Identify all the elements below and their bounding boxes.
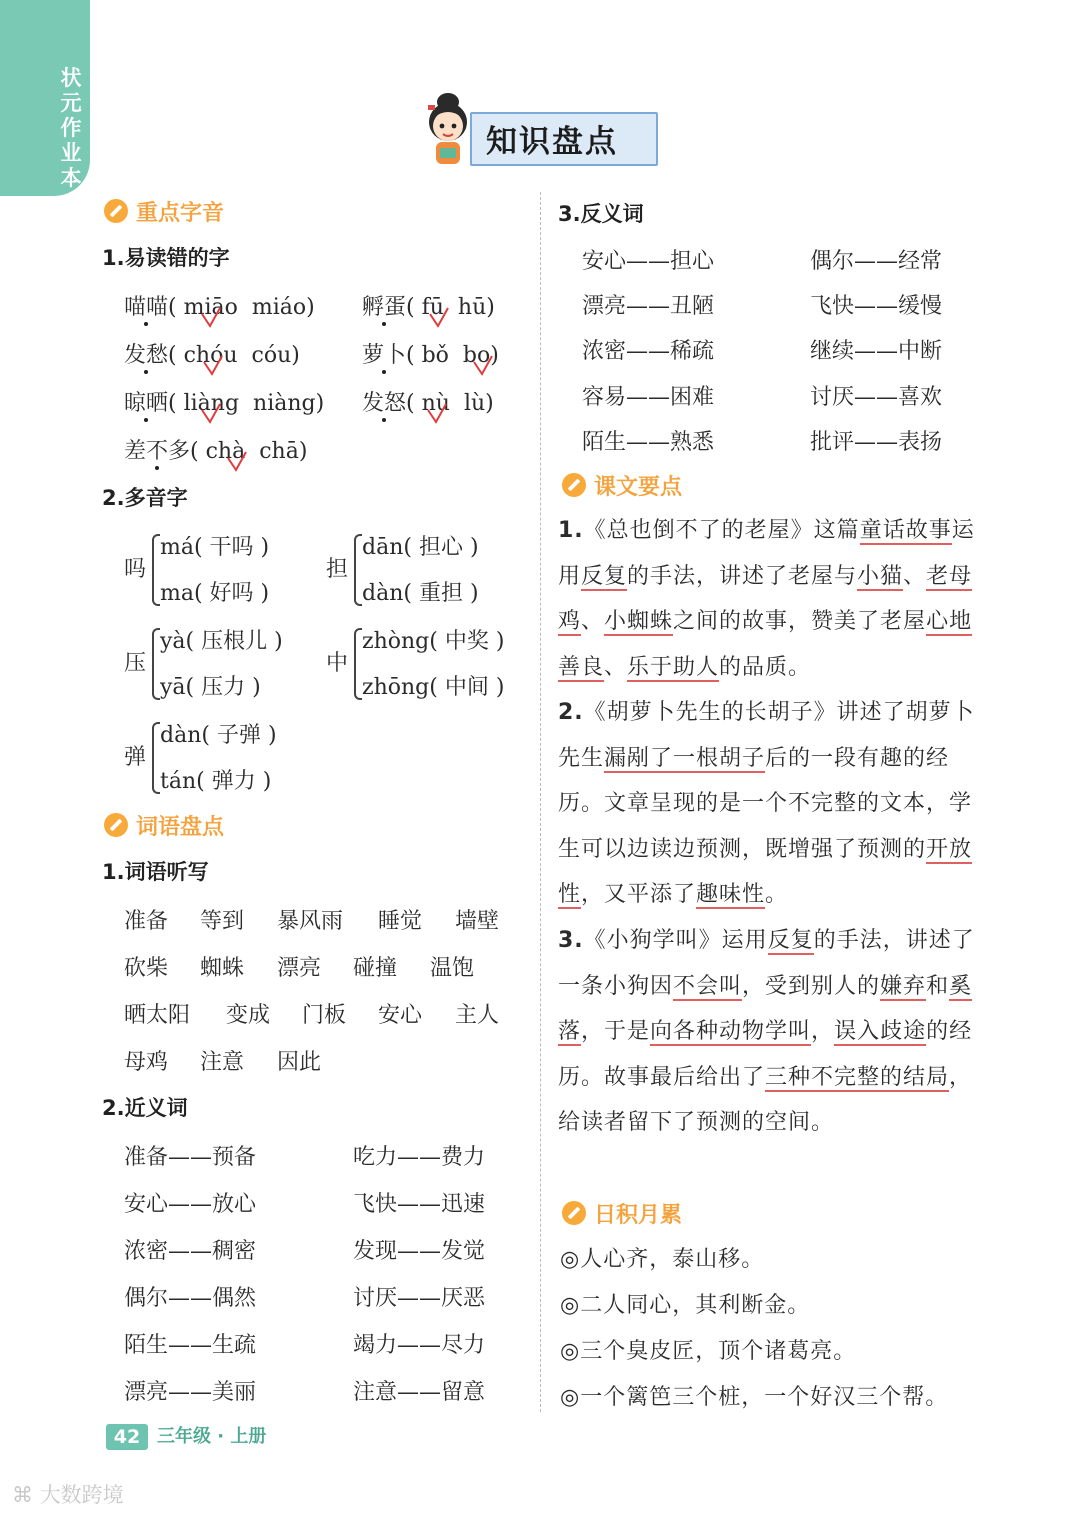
subhead-polyphones: 2.多音字 (102, 486, 188, 510)
pencil-icon (104, 813, 128, 837)
point-text: 《总也倒不了的老屋》这篇 (583, 518, 860, 543)
subhead-dictation: 1.词语听写 (102, 860, 209, 884)
brace (354, 628, 362, 700)
point-text: 、 (604, 654, 628, 680)
pinyin-option: hū (457, 295, 487, 320)
point-number: 2. (558, 700, 584, 725)
check-mark-icon (428, 306, 450, 328)
point-text: 的品质。 (719, 654, 812, 680)
point-highlight: 老母鸡 (558, 563, 973, 634)
pinyin-option: miáo (251, 295, 307, 320)
point-number: 1. (558, 518, 584, 543)
polyphone-reading: dān( 担心 ) (362, 535, 479, 560)
dictation-word: 蜘蛛 (200, 956, 245, 981)
point-highlight: 误入歧途 (834, 1019, 927, 1044)
proverb-line: ◎人心齐，泰山移。 (560, 1247, 765, 1272)
synonym-pair: 陌生——生疏 (124, 1333, 257, 1358)
dictation-word: 母鸡 (124, 1050, 169, 1075)
misread-word: 差不多 (124, 434, 190, 465)
polyphone-reading: má( 干吗 ) (160, 535, 270, 560)
misread-item: 孵蛋( fū hū) (362, 290, 495, 321)
point-highlight: 心地善良 (558, 609, 973, 680)
girl-mascot-icon (418, 88, 478, 170)
misread-word: 孵蛋 (362, 290, 406, 321)
pinyin-option: chóu (183, 343, 238, 368)
polyphone-char: 担 (326, 557, 349, 582)
point-text: ， (811, 1019, 835, 1044)
polyphone-reading: yà( 压根儿 ) (160, 629, 283, 654)
point-highlight: 童话故事 (859, 518, 952, 543)
polyphone-reading: ma( 好吗 ) (160, 581, 270, 606)
antonym-pair: 偶尔——经常 (810, 249, 943, 274)
pinyin-option: nù (421, 391, 450, 416)
section-title: 重点字音 (136, 200, 225, 226)
polyphone-reading: zhōng( 中间 ) (362, 675, 505, 700)
synonym-pair: 偶尔——偶然 (124, 1286, 257, 1311)
synonym-pair: 准备——预备 (124, 1145, 257, 1170)
synonym-pair: 漂亮——美丽 (124, 1380, 257, 1405)
column-divider (540, 192, 541, 1412)
point-text: 《小狗学叫》运用 (583, 928, 768, 953)
misread-item: 喵喵( miāo miáo) (124, 290, 315, 321)
watermark (12, 1482, 124, 1508)
synonym-pair: 吃力——费力 (353, 1145, 486, 1170)
synonym-pair: 发现——发觉 (353, 1239, 486, 1264)
point-text: 《胡萝卜先生的长胡子》讲述了胡萝卜先生 (558, 700, 975, 771)
polyphone-reading: dàn( 子弹 ) (160, 723, 277, 748)
point-text: 之间的故事，赞美了老屋 (673, 609, 927, 634)
point-highlight: 反复 (581, 563, 628, 589)
misread-word: 喵喵 (124, 290, 168, 321)
antonym-pair: 浓密——稀疏 (582, 339, 715, 364)
point-highlight: 小蜘蛛 (604, 609, 674, 634)
point-text: 。 (765, 882, 789, 907)
point-highlight: 向各种动物学叫 (650, 1019, 812, 1044)
section-title: 词语盘点 (136, 814, 225, 840)
watermark-logo-icon: ⌘ (12, 1483, 40, 1507)
text-point-3 (558, 918, 983, 1146)
subhead-antonyms: 3.反义词 (558, 202, 644, 226)
brace (152, 628, 160, 700)
section-title: 课文要点 (594, 474, 683, 500)
point-highlight: 趣味性 (696, 882, 766, 907)
dictation-word: 暴风雨 (277, 909, 344, 934)
point-text: 后的一段有趣的经历。文章呈现的是一个不完整的文本，学生可以边读边预测，既增强了预测的 (558, 745, 973, 862)
point-text: ，受到别人的 (742, 973, 881, 999)
antonym-pair: 继续——中断 (810, 339, 943, 364)
antonym-pair: 批评——表扬 (810, 430, 943, 455)
section-key-pronunciation (104, 196, 224, 226)
antonym-pair: 漂亮——丑陋 (582, 294, 715, 319)
text-point-2 (558, 690, 983, 918)
dictation-word: 安心 (378, 1003, 423, 1028)
polyphone-char: 中 (326, 651, 349, 676)
polyphone-reading: zhòng( 中奖 ) (362, 629, 505, 654)
polyphone-char: 弹 (124, 745, 147, 770)
dictation-word: 温饱 (430, 956, 475, 981)
proverb-line: ◎三个臭皮匠，顶个诸葛亮。 (560, 1339, 857, 1364)
check-mark-icon (200, 306, 222, 328)
misread-item: 晾晒( liàng niàng) (124, 386, 324, 417)
dictation-word: 碰撞 (353, 956, 398, 981)
misread-item: 萝卜( bǒ bo) (362, 338, 499, 369)
point-highlight: 漏剐了一根胡子 (604, 745, 766, 771)
pinyin-option: liàng (183, 391, 240, 416)
point-highlight: 小猫 (857, 563, 904, 589)
text-point-1 (558, 508, 983, 690)
proverb-line: ◎二人同心，其利断金。 (560, 1293, 811, 1318)
section-text-points (562, 470, 682, 500)
page-title: 知识盘点 (486, 124, 618, 160)
antonym-pair: 安心——担心 (582, 249, 715, 274)
antonym-pair: 飞快——缓慢 (810, 294, 943, 319)
pinyin-option: fū (421, 295, 444, 320)
synonym-pair: 讨厌——厌恶 (353, 1286, 486, 1311)
polyphone-char: 吗 (124, 557, 147, 582)
pinyin-option: cóu (251, 343, 292, 368)
point-text: ，于是 (581, 1019, 651, 1044)
point-text: ，又平添了 (581, 882, 697, 907)
point-text: 运用 (558, 518, 975, 589)
polyphone-reading: yā( 压力 ) (160, 675, 261, 700)
dictation-word: 睡觉 (378, 909, 423, 934)
antonym-pair: 容易——困难 (582, 385, 715, 410)
pencil-icon (104, 199, 128, 223)
point-text: ，给读者留下了预测的空间。 (558, 1064, 973, 1135)
check-mark-icon (200, 402, 222, 424)
dictation-word: 等到 (200, 909, 245, 934)
pinyin-option: bǒ (421, 343, 449, 368)
synonym-pair: 竭力——尽力 (353, 1333, 486, 1358)
dictation-word: 主人 (455, 1003, 500, 1028)
point-highlight: 不会叫 (673, 973, 743, 999)
point-text: 的手法，讲述了一条小狗因 (558, 928, 975, 999)
dictation-word: 墙壁 (455, 909, 500, 934)
point-text: 的手法，讲述了老屋与 (627, 563, 858, 589)
misread-item: 差不多( chà chā) (124, 434, 307, 465)
synonym-pair: 飞快——迅速 (353, 1192, 486, 1217)
pinyin-option: chà (205, 439, 246, 464)
grade-label: 三年级 · 上册 (157, 1426, 267, 1447)
check-mark-icon (472, 354, 494, 376)
section-vocabulary (104, 810, 224, 840)
section-title: 日积月累 (594, 1202, 683, 1228)
pinyin-option: lù (463, 391, 486, 416)
synonym-pair: 安心——放心 (124, 1192, 257, 1217)
page-number: 42 (106, 1424, 148, 1450)
dictation-word: 因此 (277, 1050, 322, 1075)
point-text: 和 (926, 973, 950, 999)
synonym-pair: 注意——留意 (353, 1380, 486, 1405)
point-highlight: 开放性 (558, 836, 973, 907)
antonym-pair: 陌生——熟悉 (582, 430, 715, 455)
misread-item: 发愁( chóu cóu) (124, 338, 300, 369)
check-mark-icon (426, 402, 448, 424)
pinyin-option: niàng (253, 391, 316, 416)
brace (152, 534, 160, 606)
dictation-word: 变成 (226, 1003, 271, 1028)
side-tab (0, 0, 90, 196)
subhead-misread: 1.易读错的字 (102, 246, 230, 270)
synonym-pair: 浓密——稠密 (124, 1239, 257, 1264)
point-text: 的经历。故事最后给出了 (558, 1019, 973, 1090)
pencil-icon (562, 473, 586, 497)
brace (152, 722, 160, 794)
misread-word: 发怒 (362, 386, 406, 417)
polyphone-char: 压 (124, 651, 147, 676)
dictation-word: 漂亮 (277, 956, 322, 981)
dictation-word: 准备 (124, 909, 169, 934)
point-highlight: 反复 (767, 928, 814, 953)
dictation-word: 砍柴 (124, 956, 169, 981)
misread-word: 晾晒 (124, 386, 168, 417)
page-title-banner (418, 88, 668, 172)
point-text: 、 (903, 563, 927, 589)
side-tab-label: 状元作业本 (60, 66, 82, 190)
antonym-pair: 讨厌——喜欢 (810, 385, 943, 410)
misread-word: 萝卜 (362, 338, 406, 369)
brace (354, 534, 362, 606)
point-highlight: 乐于助人 (627, 654, 720, 680)
pinyin-option: chā (259, 439, 299, 464)
polyphone-reading: tán( 弹力 ) (160, 769, 272, 794)
pinyin-option: bo (462, 343, 491, 368)
section-daily-accumulation (562, 1198, 682, 1228)
point-highlight: 嫌弃 (880, 973, 927, 999)
misread-item: 发怒( nù lù) (362, 386, 494, 417)
watermark-text: 大数跨境 (39, 1483, 124, 1507)
check-mark-icon (202, 354, 224, 376)
proverb-line: ◎一个篱笆三个桩，一个好汉三个帮。 (560, 1385, 949, 1410)
pencil-icon (562, 1201, 586, 1225)
check-mark-icon (226, 450, 248, 472)
point-number: 3. (558, 928, 584, 953)
pinyin-option: miāo (183, 295, 238, 320)
dictation-word: 门板 (302, 1003, 347, 1028)
subhead-synonyms: 2.近义词 (102, 1096, 188, 1120)
point-text: 、 (581, 609, 605, 634)
misread-word: 发愁 (124, 338, 168, 369)
point-highlight: 三种不完整的结局 (765, 1064, 950, 1090)
polyphone-reading: dàn( 重担 ) (362, 581, 479, 606)
dictation-word: 注意 (200, 1050, 245, 1075)
dictation-word: 晒太阳 (124, 1003, 191, 1028)
point-highlight: 奚落 (558, 973, 973, 1044)
